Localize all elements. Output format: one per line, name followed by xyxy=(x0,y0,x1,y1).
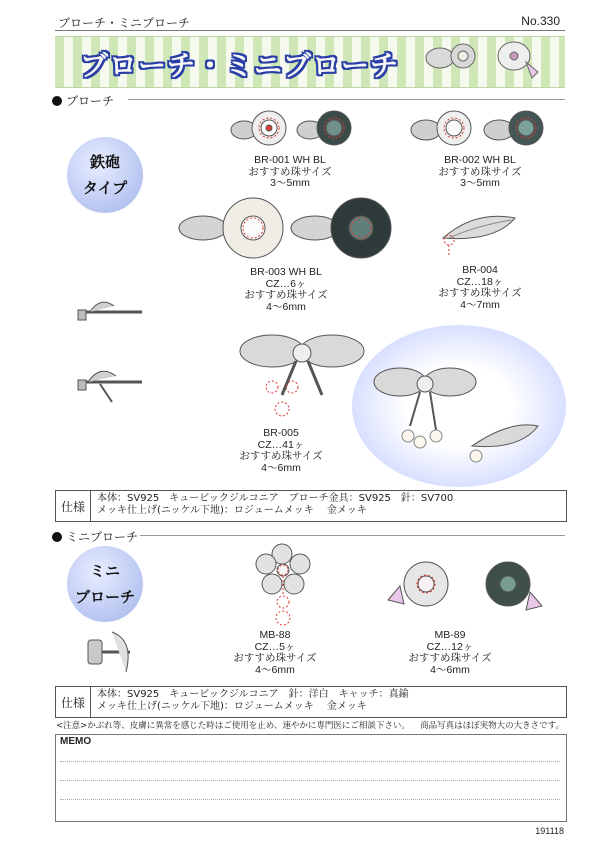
spec-line: 本体：SV925 キュービックジルコニア ブローチ金具：SV925 針：SV700 xyxy=(97,493,454,504)
item-spec-line: おすすめ珠サイズ xyxy=(248,165,332,178)
section-bullet xyxy=(52,96,62,106)
br-001-label xyxy=(220,155,360,190)
item-spec-line: 4～6mm xyxy=(255,663,295,676)
section-heading-text: ブローチ xyxy=(66,94,115,108)
spec-body xyxy=(91,491,459,521)
item-spec-line: 3～5mm xyxy=(460,177,500,189)
item-spec-line: CZ…12ヶ xyxy=(426,640,474,653)
item-spec-line: おすすめ珠サイズ xyxy=(408,652,492,664)
spec-line: 本体：SV925 キュービックジルコニア 針：洋白 キャッチ：真鍮 xyxy=(97,689,409,700)
catalog-number: No.330 xyxy=(521,14,560,28)
section-rule xyxy=(128,99,565,100)
type-badge-teppo xyxy=(67,137,143,213)
item-spec-line: CZ…6ヶ xyxy=(265,277,307,290)
document-code: 191118 xyxy=(535,826,564,836)
mb-89-image xyxy=(380,556,560,616)
item-spec-line: 4～6mm xyxy=(430,663,470,676)
item-code: MB-88 xyxy=(259,629,291,641)
br-003-image xyxy=(175,196,397,266)
featured-image xyxy=(370,350,550,470)
spec-body xyxy=(91,687,415,717)
item-code: BR-003 WH BL xyxy=(250,266,322,278)
br-005-image xyxy=(232,325,372,421)
actual-size-note: 商品写真はほぼ実物大の大きさです。 xyxy=(420,721,564,731)
type-badge-mini xyxy=(67,546,143,622)
item-code: BR-004 xyxy=(462,264,498,276)
badge-line-2: ブローチ xyxy=(74,588,135,606)
memo-line xyxy=(60,780,560,781)
mini-pin-profile-image xyxy=(82,626,142,678)
memo-line xyxy=(60,761,560,762)
banner-brooch-thumbnail xyxy=(418,38,558,84)
item-code: BR-002 WH BL xyxy=(444,154,516,166)
memo-title: MEMO xyxy=(60,736,92,747)
spec-heading: 仕様 xyxy=(56,687,91,717)
caution-note: <注意>かぶれ等、皮膚に異常を感じた時はご使用を止め、速やかに専門医にご相談下さい。 xyxy=(56,721,410,731)
item-spec-line: おすすめ珠サイズ xyxy=(244,289,328,301)
badge-line-1: 鉄砲 xyxy=(89,153,120,171)
br-004-label xyxy=(410,265,550,311)
item-spec-line: CZ…41ヶ xyxy=(257,438,305,451)
section-heading-text: ミニブローチ xyxy=(66,530,139,544)
item-spec-line: CZ…18ヶ xyxy=(456,275,504,288)
item-spec-line: 3～5mm xyxy=(270,177,310,189)
item-spec-line: おすすめ珠サイズ xyxy=(438,165,522,178)
item-code: BR-001 WH BL xyxy=(254,154,326,166)
item-spec-line: おすすめ珠サイズ xyxy=(438,287,522,299)
br-004-image xyxy=(435,208,525,260)
br-002-label xyxy=(410,155,550,190)
mb-88-label xyxy=(210,630,340,676)
pin-profile-image-1 xyxy=(70,292,150,328)
item-spec-line: 4～7mm xyxy=(460,298,500,311)
memo-box xyxy=(55,734,567,822)
category-label: ブローチ・ミニブローチ xyxy=(58,16,191,30)
item-spec-line: 4～6mm xyxy=(261,461,301,474)
section-rule xyxy=(140,535,565,536)
item-spec-line: CZ…5ヶ xyxy=(254,640,296,653)
badge-line-2: タイプ xyxy=(82,179,128,197)
spec-line: メッキ仕上げ(ニッケル下地)：ロジュームメッキ 金メッキ xyxy=(97,701,367,712)
section-heading-mini xyxy=(52,528,138,545)
br-002-image xyxy=(404,108,564,156)
item-spec-line: おすすめ珠サイズ xyxy=(239,450,323,462)
mb-88-image xyxy=(250,540,330,630)
section-heading-brooch xyxy=(52,92,114,109)
header-divider xyxy=(55,30,565,31)
badge-line-1: ミニ xyxy=(89,562,120,580)
banner-title: ブローチ・ミニブローチ xyxy=(80,49,400,82)
pin-profile-image-2 xyxy=(70,362,150,406)
br-003-label xyxy=(216,267,356,313)
mb-89-label xyxy=(385,630,515,676)
spec-line: メッキ仕上げ(ニッケル下地)：ロジュームメッキ 金メッキ xyxy=(97,505,367,516)
item-code: MB-89 xyxy=(434,629,466,641)
memo-line xyxy=(60,799,560,800)
item-spec-line: おすすめ珠サイズ xyxy=(233,652,317,664)
item-code: BR-005 xyxy=(263,427,299,439)
br-005-label xyxy=(216,428,346,474)
spec-box-mini xyxy=(55,686,567,718)
spec-heading: 仕様 xyxy=(56,491,91,521)
section-bullet xyxy=(52,532,62,542)
spec-box-brooch xyxy=(55,490,567,522)
br-001-image xyxy=(214,108,364,156)
item-spec-line: 4～6mm xyxy=(266,300,306,313)
